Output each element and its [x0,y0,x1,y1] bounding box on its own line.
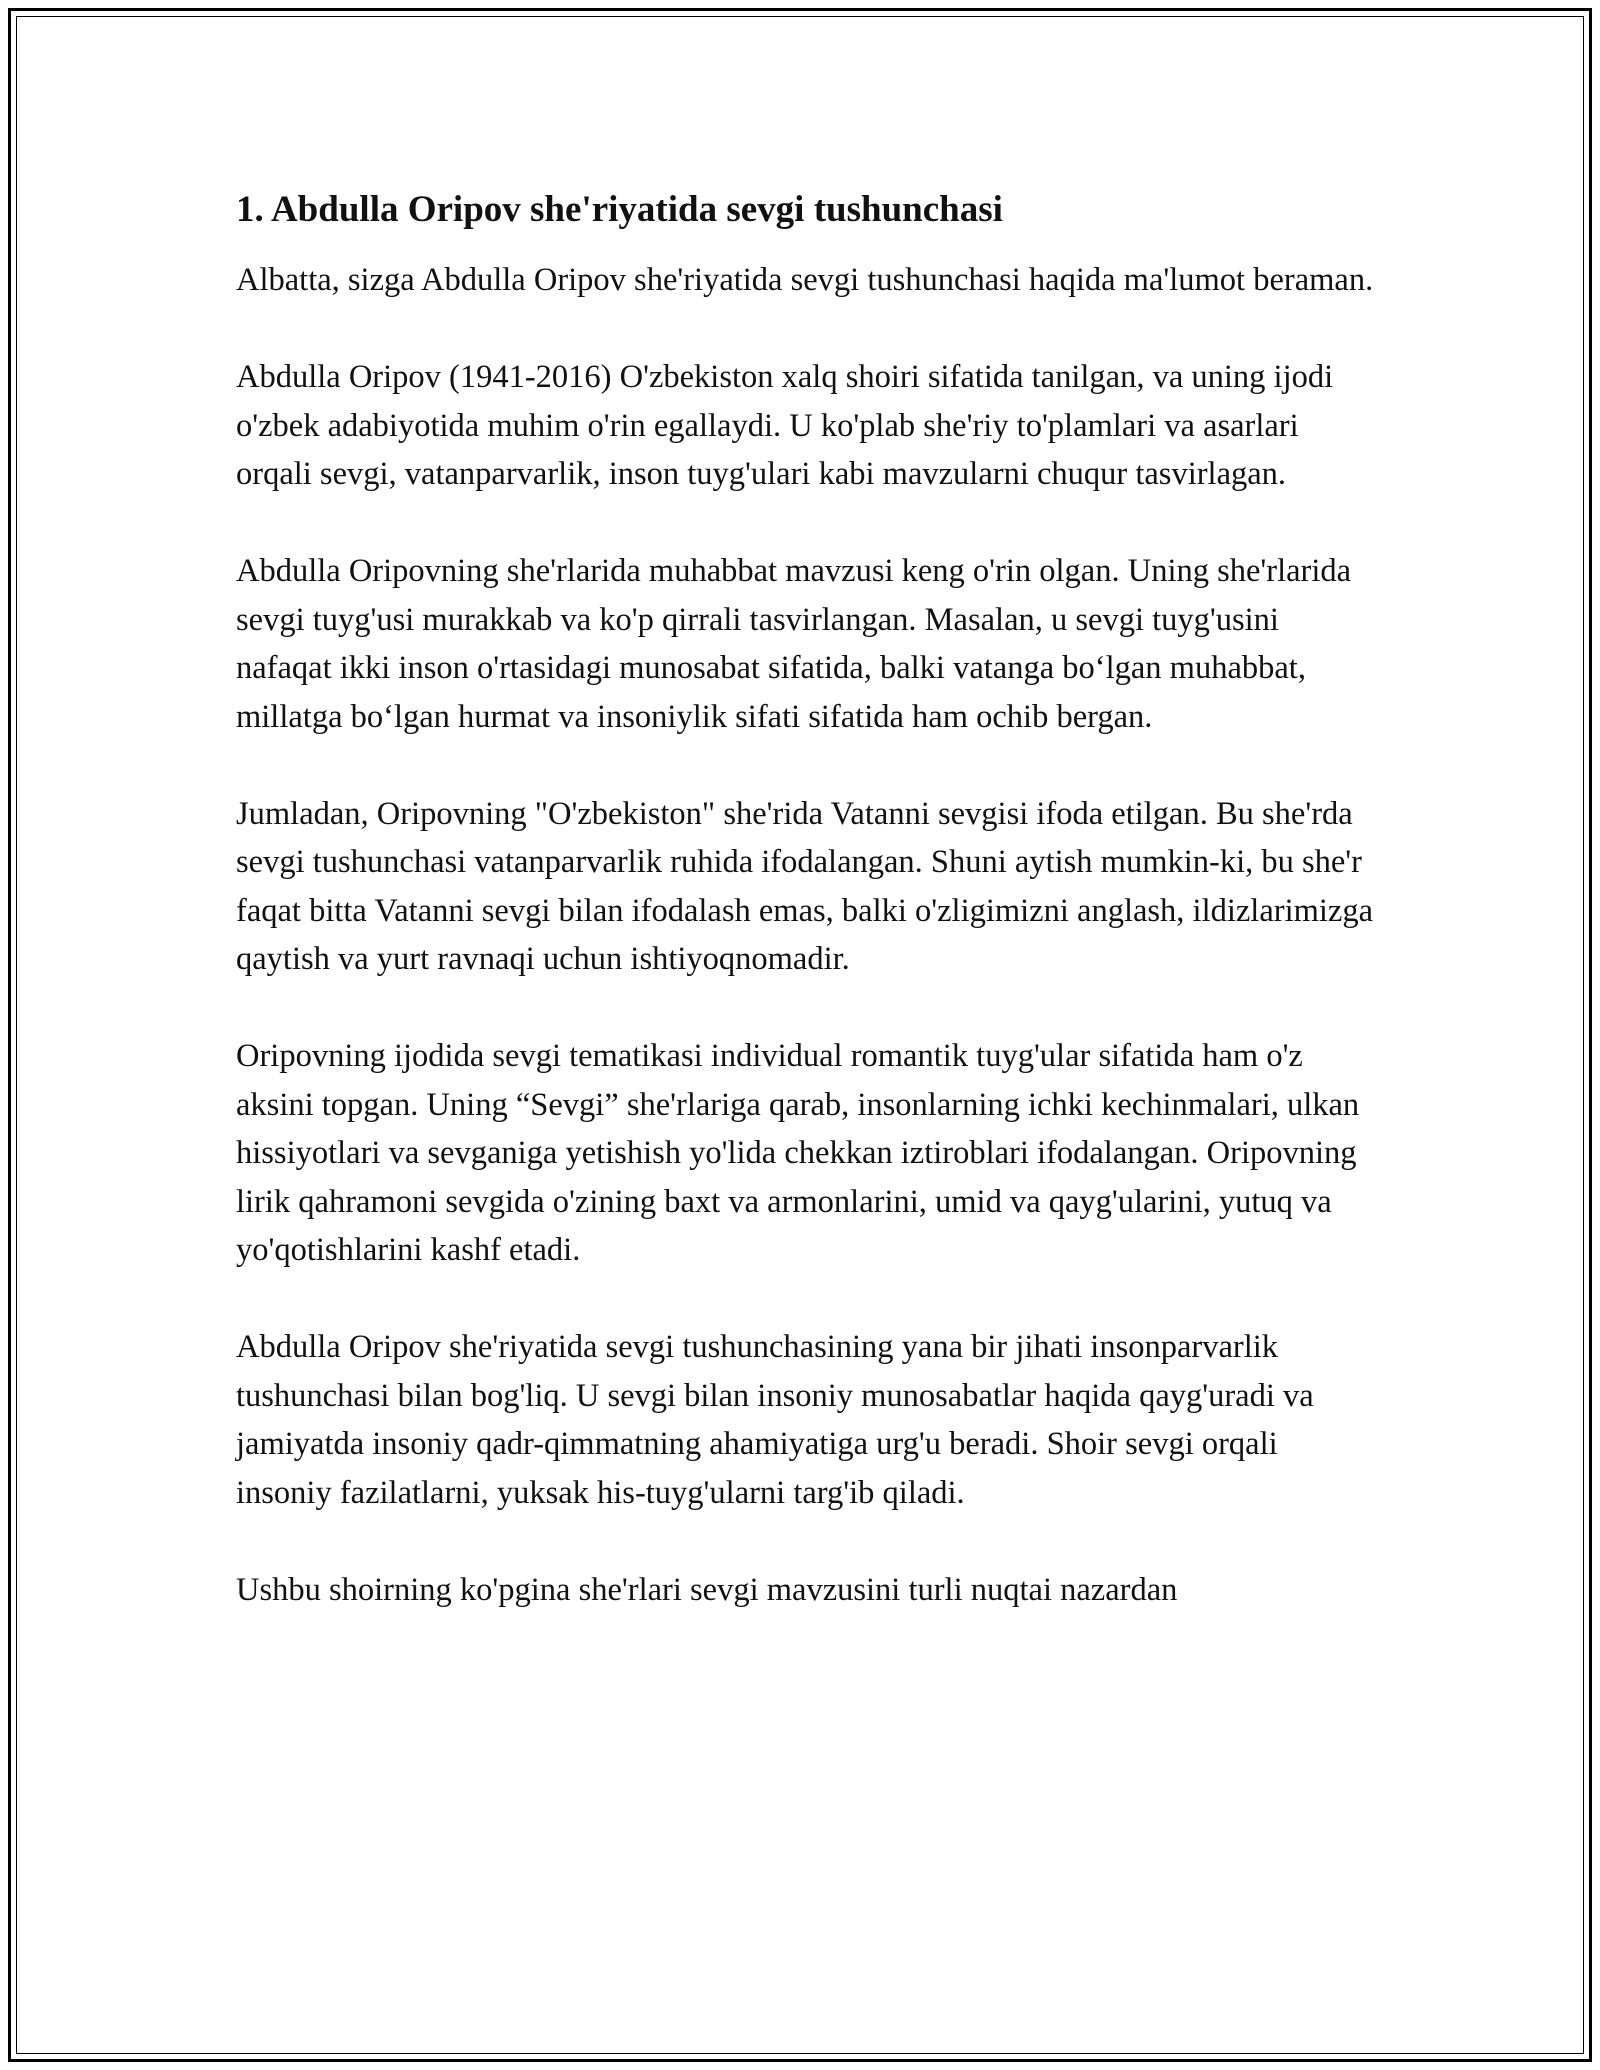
paragraph-love-theme: Abdulla Oripovning she'rlarida muhabbat mavzusi keng o'rin olgan. Uning she'rlarida sevgi tuyg'usi murakkab va ko'p qirrali tasvirlangan. Masalan, u sevgi tuyg'usini nafaqat ikki inson o'rtasidagi munosabat sifatida, balki vatanga bo‘lgan muhabbat, millatga bo‘lgan hurmat va insoniylik sifati sifatida ham ochib bergan. [236,553,1352,735]
document-body [236,186,1376,1663]
paragraph-intro: Albatta, sizga Abdulla Oripov she'riyatida sevgi tushunchasi haqida ma'lumot beraman. [236,262,1374,298]
document-title: 1. Abdulla Oripov she'riyatida sevgi tushunchasi [236,189,1003,230]
paragraph-biography: Abdulla Oripov (1941-2016) O'zbekiston xalq shoiri sifatida tanilgan, va uning ijodi o'zbek adabiyotida muhim o'rin egallaydi. U ko'plab she'riy to'plamlari va asarlari orqali sevgi, vatanparvarlik, inson tuyg'ulari kabi mavzularni chuqur tasvirlagan. [236,359,1334,492]
paragraph-continued: Ushbu shoirning ko'pgina she'rlari sevgi mavzusini turli nuqtai nazardan [236,1571,1178,1608]
paragraph-humanism: Abdulla Oripov she'riyatida sevgi tushunchasining yana bir jihati insonparvarlik tushunchasi bilan bog'liq. U sevgi bilan insoniy munosabatlar haqida qayg'uradi va jamiyatda insoniy qadr-qimmatning ahamiyatiga urg'u beradi. Shoir sevgi orqali insoniy fazilatlarni, yuksak his-tuyg'ularni targ'ib qiladi. [236,1329,1314,1511]
paragraph-uzbekistan-poem: Jumladan, Oripovning "O'zbekiston" she'rida Vatanni sevgisi ifoda etilgan. Bu she'rda sevgi tushunchasi vatanparvarlik ruhida ifodalangan. Shuni aytish mumkin-ki, bu she'r faqat bitta Vatanni sevgi bilan ifodalash emas, balki o'zligimizni anglash, ildizlarimizga qaytish va yurt ravnaqi uchun ishtiyoqnomadir. [236,795,1374,977]
paragraph-romantic: Oripovning ijodida sevgi tematikasi individual romantik tuyg'ular sifatida ham o'z aksini topgan. Uning “Sevgi” she'rlariga qarab, insonlarning ichki kechinmalari, ulkan hissiyotlari va sevganiga yetishish yo'lida chekkan iztiroblari ifodalangan. Oripovning lirik qahramoni sevgida o'zining baxt va armonlarini, umid va qayg'ularini, yutuq va yo'qotishlarini kashf etadi. [236,1038,1360,1268]
